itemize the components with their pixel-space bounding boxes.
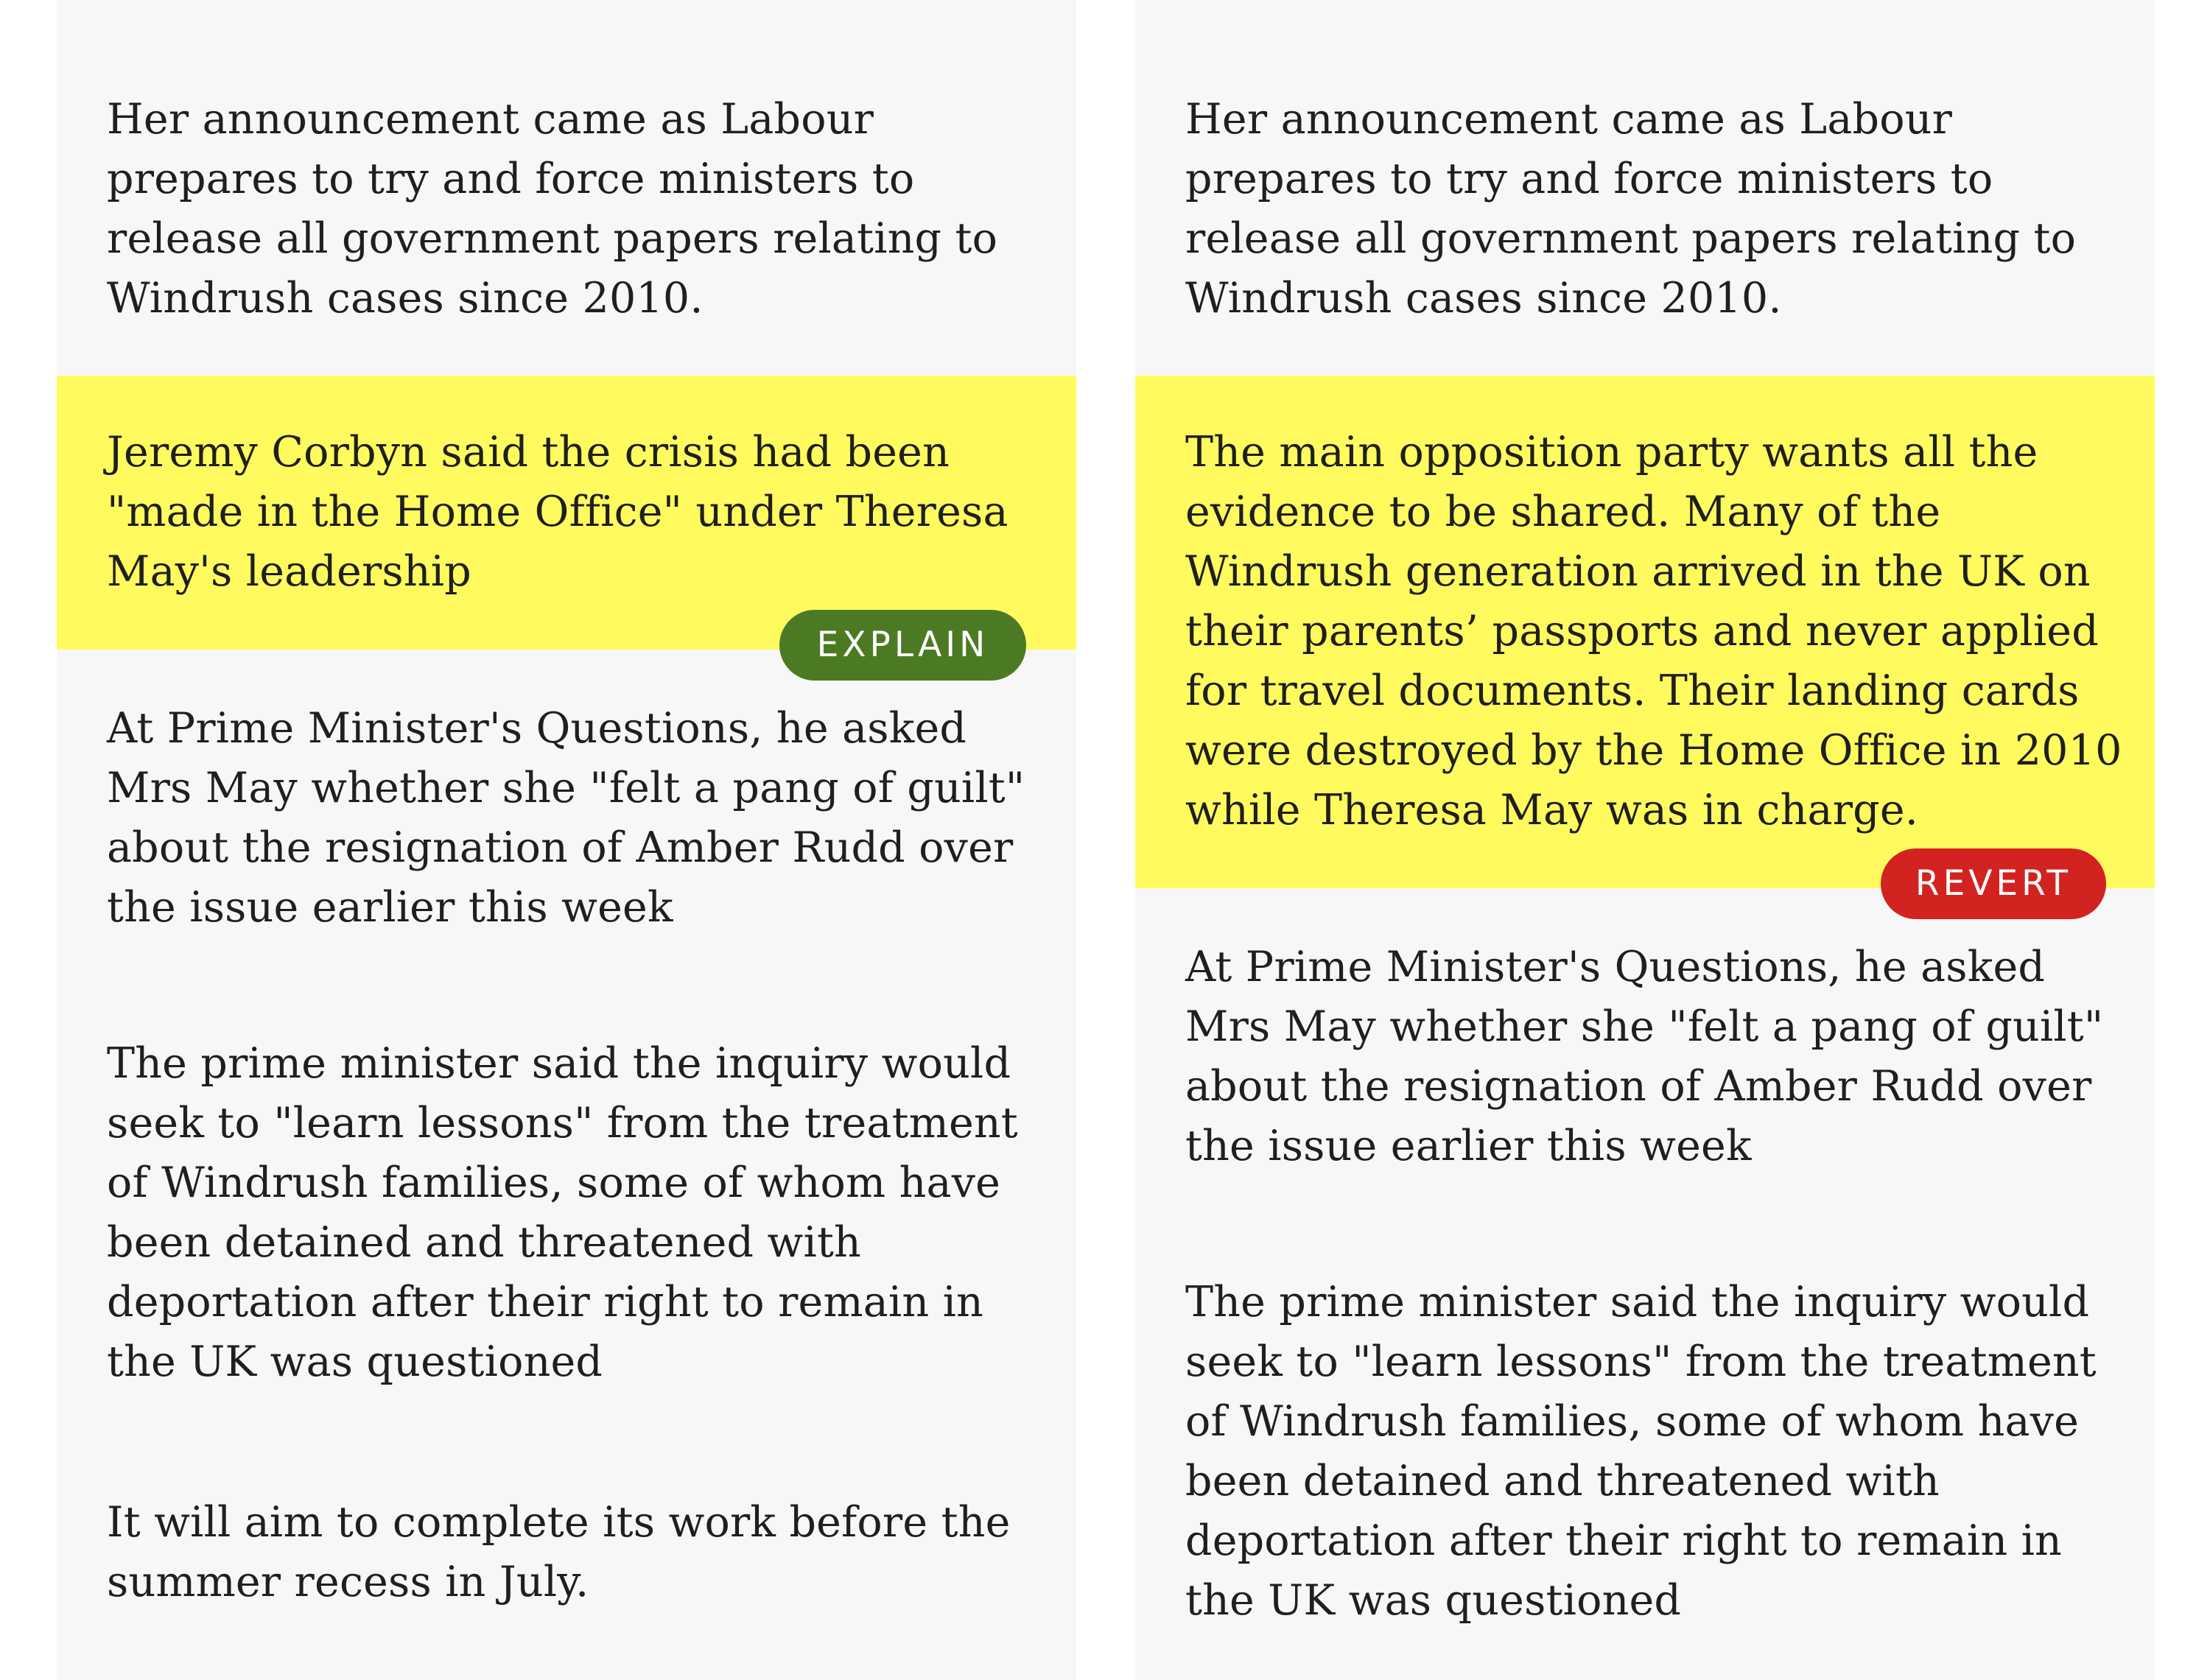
revert-button[interactable]: REVERT [1881,848,2106,919]
highlighted-sentence-block [57,376,1076,650]
explain-button[interactable]: EXPLAIN [779,610,1026,681]
paragraph-inquiry: The prime minister said the inquiry would seek to "learn lessons" from the treatment of Windrush families, some of whom have been detained and threatened with deportation after their right to remain in the UK was questioned [1185,1278,2097,1625]
paragraph-announcement: Her announcement came as Labour prepares to try and force ministers to release all government papers relating to Windrush cases since 2010. [1185,95,2077,323]
paragraph-inquiry: The prime minister said the inquiry would seek to "learn lessons" from the treatment of Windrush families, some of whom have been detained and threatened with deportation after their right to remain in the UK was questioned [107,1039,1018,1386]
explained-article-panel [1135,0,2155,1680]
paragraph-pmq: At Prime Minister's Questions, he asked Mrs May whether she "felt a pang of guilt" about the resignation of Amber Rudd over the issue earlier this week [1185,943,2104,1170]
paragraph-summer-recess: It will aim to complete its work before the summer recess in July. [107,1498,1011,1606]
highlighted-explanation-block [1135,376,2155,888]
paragraph-explanation: The main opposition party wants all the evidence to be shared. Many of the Windrush generation arrived in the UK on their parents’ passports and never applied for travel documents. Their landing cards were destroyed by the Home Office in 2010 while Theresa May was in charge. [1185,428,2122,834]
paragraph-announcement: Her announcement came as Labour prepares to try and force ministers to release all government papers relating to Windrush cases since 2010. [107,95,998,323]
paragraph-highlighted-sentence: Jeremy Corbyn said the crisis had been "made in the Home Office" under Theresa May's leadership [107,428,1008,596]
paragraph-pmq: At Prime Minister's Questions, he asked Mrs May whether she "felt a pang of guilt" about the resignation of Amber Rudd over the issue earlier this week [107,704,1025,932]
original-article-panel [57,0,1076,1680]
